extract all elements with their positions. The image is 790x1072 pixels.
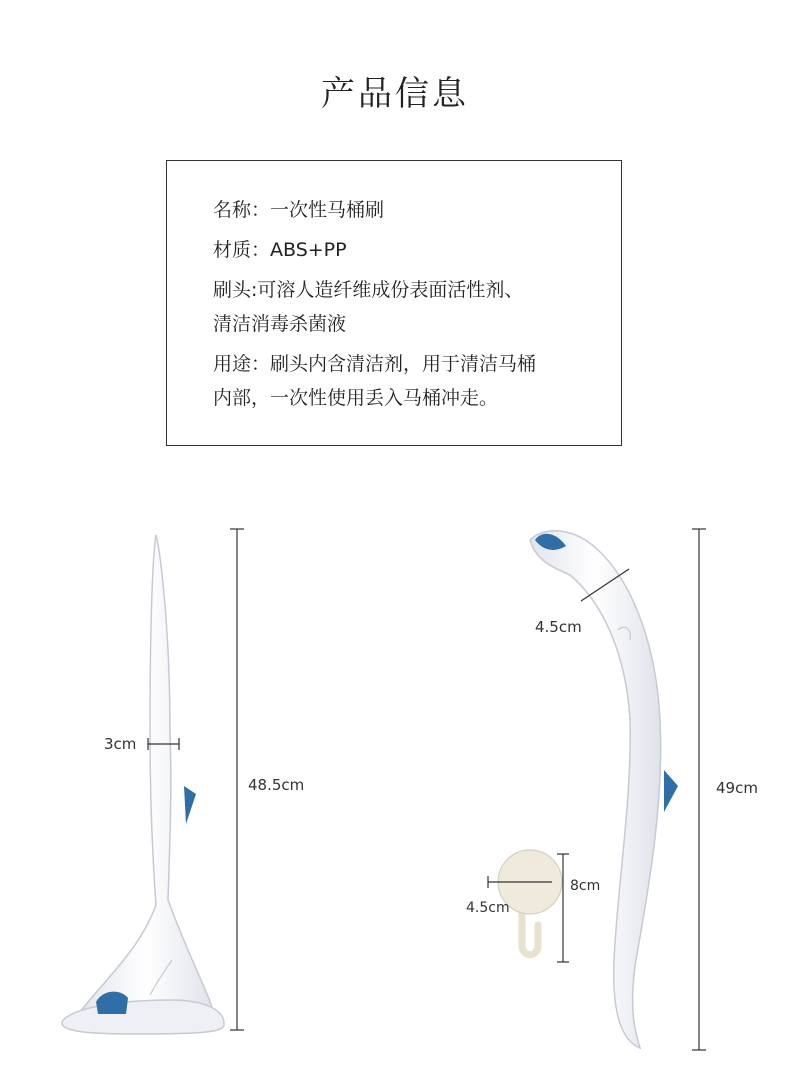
hook-height-label: 8cm — [570, 878, 601, 894]
brush-on-stand-image — [62, 535, 224, 1034]
page-title: 产品信息 — [321, 74, 469, 114]
right-height-label: 49cm — [716, 779, 758, 797]
head-width-label: 4.5cm — [535, 618, 582, 636]
right-height-dimension — [692, 529, 706, 1050]
left-height-label: 48.5cm — [248, 776, 305, 794]
info-brush-head-line1: 刷头:可溶人造纤维成份表面活性剂、 — [213, 279, 524, 301]
info-brush-head-line2: 清洁消毒杀菌液 — [213, 313, 347, 335]
info-material: 材质：ABS+PP — [213, 239, 347, 261]
info-usage-line1: 用途：刷头内含清洁剂，用于清洁马桶 — [213, 353, 537, 375]
info-usage-line2: 内部，一次性使用丢入马桶冲走。 — [213, 387, 499, 409]
left-height-dimension — [230, 529, 244, 1030]
hook-width-label: 4.5cm — [466, 900, 510, 916]
curved-brush-image — [530, 531, 678, 1048]
left-width-label: 3cm — [104, 735, 137, 753]
info-name: 名称：一次性马桶刷 — [213, 199, 385, 221]
